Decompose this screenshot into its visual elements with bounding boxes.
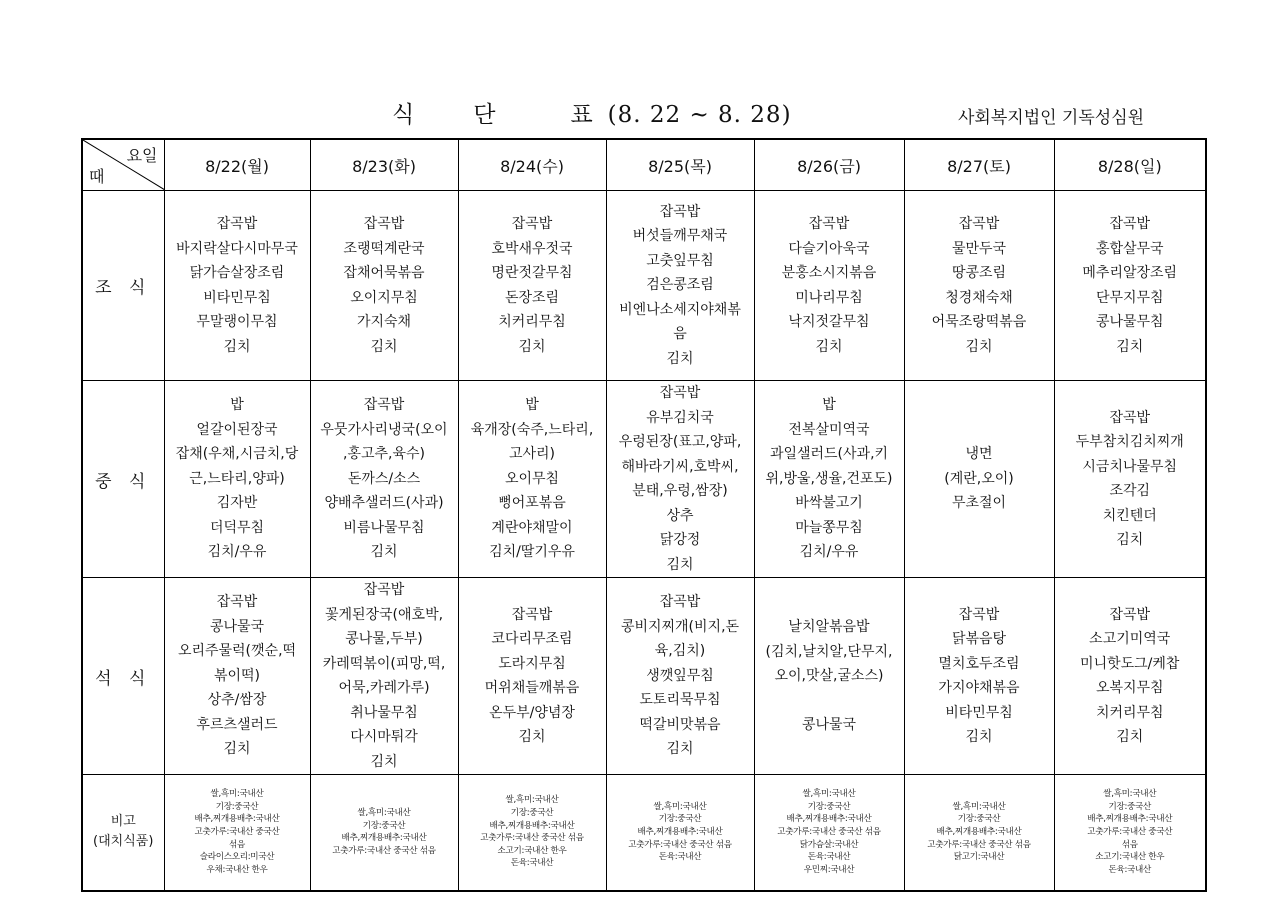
origin-note-line: 섞음 (228, 839, 245, 850)
menu-item: 치커리무침 (498, 314, 566, 330)
menu-item: 김치 (1116, 532, 1144, 548)
menu-item: 잡곡밥 (216, 216, 258, 232)
menu-item: 상추 (666, 507, 694, 524)
menu-item: 잡곡밥 (958, 216, 1000, 232)
menu-item: 물만두국 (951, 240, 1007, 257)
menu-item: 김치/우유 (799, 544, 859, 561)
menu-item: 후르츠샐러드 (196, 716, 278, 733)
origin-note-line: 고춧가루:국내산 중국산 섞음 (927, 839, 1031, 850)
menu-item: 김치 (815, 338, 843, 355)
title-date-range: (8. 22 ~ 8. 28) (607, 102, 792, 128)
menu-item: 잡채어묵볶음 (343, 265, 425, 281)
menu-item: 김치 (370, 544, 398, 561)
menu-cell (458, 191, 606, 381)
menu-item: 콩나물,두부) (345, 631, 423, 647)
origin-note-line: 돈육:국내산 (510, 858, 554, 869)
menu-item: 김치/딸기우유 (489, 544, 575, 561)
menu-cell (164, 578, 310, 775)
origin-note-line: 고춧가루:국내산 중국산 (194, 826, 280, 837)
origin-note-line: 고춧가루:국내산 중국산 섞음 (480, 833, 584, 844)
menu-cell (310, 381, 458, 578)
origin-note-line: 돈육:국내산 (1108, 864, 1152, 875)
menu-cell (904, 578, 1054, 775)
menu-item: 유부김치국 (646, 409, 714, 426)
menu-item: 조랭떡계란국 (343, 240, 425, 257)
menu-item: 김치 (666, 741, 694, 758)
origin-note-line: 돈육:국내산 (807, 852, 851, 863)
menu-item: 날치알볶음밥 (788, 619, 870, 635)
menu-item: 위,방울,생율,건포도) (765, 470, 893, 487)
menu-item: 명란젓갈무침 (491, 265, 573, 281)
origin-note-line: 기장:중국산 (658, 814, 702, 825)
day-header: 8/24(수) (458, 139, 606, 191)
origin-note-line: 우채:국내산 한우 (206, 864, 268, 875)
menu-item (755, 689, 904, 713)
menu-item: 시금치나물무침 (1082, 458, 1178, 475)
menu-item: 잡곡밥 (659, 385, 701, 401)
menu-item: 소고기미역국 (1089, 631, 1171, 647)
origin-note-line: 배추,찌개용배추:국내산 (936, 826, 1022, 837)
menu-item: 도라지무침 (498, 655, 566, 672)
menu-item: 돈장조림 (504, 289, 560, 306)
menu-item: 다슬기아욱국 (788, 240, 870, 257)
menu-item: 닭강정 (659, 532, 701, 548)
day-header: 8/27(토) (904, 139, 1054, 191)
menu-item: 잡곡밥 (1109, 216, 1151, 232)
menu-item: 잡곡밥 (808, 216, 850, 232)
title-char-3: 표 (570, 102, 594, 128)
origin-note-line: 소고기:국내산 한우 (1095, 852, 1165, 863)
menu-item: 도토리묵무침 (639, 692, 721, 709)
menu-item: 우렁된장(표고,양파, (618, 434, 742, 450)
origin-note-line: 기장:중국산 (362, 820, 406, 831)
origin-note-line: 쌀,흑미:국내산 (802, 789, 856, 800)
menu-item: ,홍고추,육수) (343, 446, 425, 463)
menu-item: 비타민무침 (945, 704, 1013, 721)
menu-item: 가지숙채 (356, 314, 412, 330)
origin-note-line: 고춧가루:국내산 중국산 섞음 (628, 839, 732, 850)
origin-note-line: 닭가슴살:국내산 (799, 839, 859, 850)
menu-item: 가지야채볶음 (938, 680, 1020, 696)
menu-item: 카레떡볶이(피망,떡, (322, 655, 446, 672)
origin-note-cell (606, 775, 754, 891)
corner-day-label: 요일 (126, 146, 158, 165)
menu-item: 닭볶음탕 (951, 631, 1007, 647)
menu-item: 낙지젓갈무침 (788, 314, 870, 330)
menu-item: 잡채(우채,시금치,당 (175, 446, 299, 463)
menu-item: 김치/우유 (207, 544, 267, 561)
menu-cell (1054, 191, 1206, 381)
corner-cell (82, 139, 164, 191)
menu-item: 마늘쫑무침 (795, 519, 863, 536)
menu-item: 김치 (223, 741, 251, 758)
menu-cell (164, 381, 310, 578)
menu-item: 미나리무침 (795, 289, 863, 306)
meal-row-lunch (82, 381, 1206, 578)
menu-item: 콩나물국 (209, 618, 265, 635)
origin-note-line: 기장:중국산 (807, 801, 851, 812)
origin-note-cell (458, 775, 606, 891)
origin-note-line: 돈육:국내산 (658, 852, 702, 863)
menu-item: 음 (673, 326, 687, 343)
menu-item: 냉면 (965, 446, 993, 463)
menu-item: 분홍소시지볶음 (781, 265, 877, 281)
menu-item: 오이지무침 (350, 289, 418, 306)
menu-cell (754, 191, 904, 381)
origin-note-line: 기장:중국산 (957, 814, 1001, 825)
origin-note-line: 소고기:국내산 한우 (497, 845, 567, 856)
menu-item: 전복살미역국 (788, 421, 870, 438)
menu-item: 미니핫도그/케찹 (1080, 655, 1180, 672)
menu-item: 돈까스/소스 (347, 470, 421, 487)
menu-item: 얼갈이된장국 (196, 421, 278, 438)
menu-item: 홍합살무국 (1095, 240, 1164, 257)
menu-item: 청경채숙채 (945, 289, 1013, 306)
menu-item: 버섯들깨무채국 (632, 228, 728, 245)
menu-item: 어묵조랑떡볶음 (931, 314, 1027, 330)
menu-item: 육,김치) (654, 643, 706, 660)
origin-note-line: 쌀,흑미:국내산 (653, 801, 707, 812)
menu-cell (904, 191, 1054, 381)
menu-item: 잡곡밥 (1109, 606, 1151, 623)
menu-item: 김자반 (216, 495, 258, 512)
menu-item: 메추리알장조림 (1082, 265, 1178, 281)
menu-item: 조각김 (1109, 483, 1151, 499)
menu-item: 김치 (1116, 729, 1144, 745)
menu-item: 비타민무침 (203, 289, 271, 306)
menu-item: 고춧잎무침 (646, 252, 714, 269)
menu-cell (1054, 381, 1206, 578)
meal-row-dinner (82, 578, 1206, 775)
menu-item: 밥 (525, 397, 539, 414)
origin-note-cell (1054, 775, 1206, 891)
menu-item: 김치 (965, 729, 993, 745)
menu-cell (606, 578, 754, 775)
menu-item: 김치 (518, 338, 546, 355)
menu-item: 바지락살다시마무국 (176, 240, 298, 257)
menu-item: 무초절이 (951, 495, 1007, 512)
origin-note-line: 기장:중국산 (510, 808, 554, 819)
menu-item: 땅콩조림 (951, 265, 1007, 281)
menu-cell (310, 191, 458, 381)
origin-note-line: 쌀,흑미:국내산 (952, 801, 1006, 812)
day-header: 8/28(일) (1054, 139, 1206, 191)
header-row (82, 139, 1206, 191)
origin-note-line: 배추,찌개용배추:국내산 (489, 820, 575, 831)
menu-item: 무말랭이무침 (196, 314, 278, 330)
menu-item: 김치 (965, 338, 993, 355)
menu-item: 과일샐러드(사과,키 (769, 446, 889, 463)
menu-item: 김치 (666, 350, 694, 367)
menu-cell (1054, 578, 1206, 775)
menu-item: 콩비지찌개(비지,돈 (620, 618, 740, 635)
menu-item: 오복지무침 (1095, 680, 1164, 696)
menu-item: 근,느타리,양파) (189, 470, 285, 487)
notes-label-line: 비고 (110, 814, 136, 830)
menu-item: 우뭇가사리냉국(오이 (320, 421, 448, 438)
origin-note-cell (164, 775, 310, 891)
menu-item: 김치 (518, 729, 546, 745)
meal-row-breakfast (82, 191, 1206, 381)
origin-note-line: 슬라이스오리:미국산 (199, 852, 275, 863)
day-header: 8/25(목) (606, 139, 754, 191)
menu-item: 밥 (822, 397, 836, 414)
menu-item: 상추/쌈장 (207, 692, 267, 709)
origin-note-cell (310, 775, 458, 891)
menu-cell (606, 381, 754, 578)
menu-item: 해바라기씨,호박씨, (621, 458, 739, 475)
menu-item: 생깻잎무침 (646, 667, 714, 684)
menu-cell (754, 381, 904, 578)
menu-cell (458, 578, 606, 775)
menu-item: 잡곡밥 (363, 216, 405, 232)
origin-note-line: 기장:중국산 (215, 801, 259, 812)
notes-label (82, 775, 164, 891)
menu-item: 김치 (666, 556, 694, 573)
origin-note-line: 배추,찌개용배추:국내산 (1087, 814, 1173, 825)
organization-name: 사회복지법인 기독성심원 (958, 108, 1145, 128)
menu-item: 두부참치김치찌개 (1075, 434, 1184, 450)
meal-label: 중 식 (82, 381, 164, 578)
menu-item: 콩나물국 (801, 716, 857, 733)
menu-item: 분태,우렁,쌈장) (632, 483, 728, 499)
origin-note-line: 고춧가루:국내산 중국산 섞음 (777, 826, 881, 837)
menu-item: 비름나물무침 (343, 519, 425, 536)
menu-item: 더덕무침 (209, 519, 265, 536)
menu-item: 오리주물럭(깻순,떡 (177, 643, 297, 660)
menu-cell (164, 191, 310, 381)
menu-item: (김치,날치알,단무지, (765, 643, 893, 660)
menu-item: 잡곡밥 (958, 606, 1000, 623)
origin-note-line: 배추,찌개용배추:국내산 (194, 814, 280, 825)
menu-item: 취나물무침 (350, 704, 418, 721)
corner-meal-label: 때 (89, 167, 105, 186)
menu-item: 잡곡밥 (363, 582, 405, 598)
page-title (392, 96, 792, 129)
menu-item: 닭가슴살장조림 (189, 265, 285, 281)
menu-item: 김치 (223, 338, 251, 355)
origin-note-line: 섞음 (1121, 839, 1138, 850)
origin-note-cell (904, 775, 1054, 891)
origin-note-line: 배추,찌개용배추:국내산 (637, 826, 723, 837)
menu-item: 김치 (370, 753, 398, 770)
menu-item: 단무지무침 (1095, 289, 1164, 306)
meal-label: 석 식 (82, 578, 164, 775)
notes-row (82, 775, 1206, 891)
origin-note-line: 우민찌:국내산 (803, 864, 855, 875)
menu-item: 잡곡밥 (659, 203, 701, 220)
origin-note-line: 배추,찌개용배추:국내산 (786, 814, 872, 825)
menu-item: 호박새우젓국 (491, 240, 573, 257)
menu-item: 오이,맛살,굴소스) (774, 668, 884, 684)
menu-item: 계란야채말이 (491, 519, 573, 536)
origin-note-cell (754, 775, 904, 891)
menu-cell (458, 381, 606, 578)
menu-item: 잡곡밥 (216, 594, 258, 611)
menu-item: 머위채들깨볶음 (484, 680, 580, 696)
menu-item: 잡곡밥 (511, 216, 553, 232)
menu-item: 잡곡밥 (659, 594, 701, 611)
menu-item: 김치 (370, 338, 398, 355)
menu-item: 떡갈비맛볶음 (639, 716, 721, 733)
menu-item: 밥 (230, 397, 244, 414)
day-header: 8/23(화) (310, 139, 458, 191)
origin-note-line: 닭고기:국내산 (953, 852, 1005, 863)
menu-item: 육개장(숙주,느타리, (470, 421, 594, 438)
menu-item: 고사리) (508, 446, 556, 463)
menu-cell (310, 578, 458, 775)
menu-table (81, 138, 1207, 892)
menu-cell (754, 578, 904, 775)
menu-item: (계란,오이) (944, 470, 1014, 487)
origin-note-line: 쌀,흑미:국내산 (505, 795, 559, 806)
title-char-1: 식 (392, 102, 416, 128)
menu-item: 오이무침 (504, 470, 560, 487)
menu-cell (606, 191, 754, 381)
notes-label-line: (대치식품) (93, 834, 154, 850)
menu-item: 잡곡밥 (511, 606, 553, 623)
menu-item: 볶이떡) (213, 667, 261, 684)
day-header: 8/22(월) (164, 139, 310, 191)
menu-item: 뻥어포볶음 (498, 495, 566, 512)
menu-item: 코다리무조림 (491, 631, 573, 647)
origin-note-line: 쌀,흑미:국내산 (357, 808, 411, 819)
menu-item: 잡곡밥 (363, 397, 405, 414)
menu-item: 꽃게된장국(애호박, (324, 606, 444, 623)
menu-cell (904, 381, 1054, 578)
menu-item: 비엔나소세지야채볶 (619, 301, 741, 318)
origin-note-line: 고춧가루:국내산 중국산 (1087, 826, 1173, 837)
menu-item: 양배추샐러드(사과) (324, 495, 444, 512)
menu-item: 다시마튀각 (350, 729, 418, 745)
day-header: 8/26(금) (754, 139, 904, 191)
menu-item: 잡곡밥 (1109, 409, 1151, 426)
menu-item: 치킨텐더 (1102, 507, 1157, 524)
origin-note-line: 쌀,흑미:국내산 (210, 789, 264, 800)
menu-item: 콩나물무침 (1095, 314, 1164, 330)
menu-item: 검은콩조림 (646, 277, 714, 294)
origin-note-line: 고춧가루:국내산 중국산 섞음 (332, 845, 436, 856)
origin-note-line: 기장:중국산 (1108, 801, 1152, 812)
meal-label: 조 식 (82, 191, 164, 381)
menu-item: 치커리무침 (1095, 704, 1164, 721)
title-char-2: 단 (473, 102, 497, 128)
menu-item: 김치 (1116, 338, 1144, 355)
origin-note-line: 쌀,흑미:국내산 (1103, 789, 1157, 800)
menu-item: 어묵,카레가루) (338, 680, 430, 696)
menu-item: 바싹불고기 (795, 495, 863, 512)
menu-item: 온두부/양념장 (489, 704, 575, 721)
menu-item: 멸치호두조림 (938, 655, 1020, 672)
origin-note-line: 배추,찌개용배추:국내산 (341, 833, 427, 844)
